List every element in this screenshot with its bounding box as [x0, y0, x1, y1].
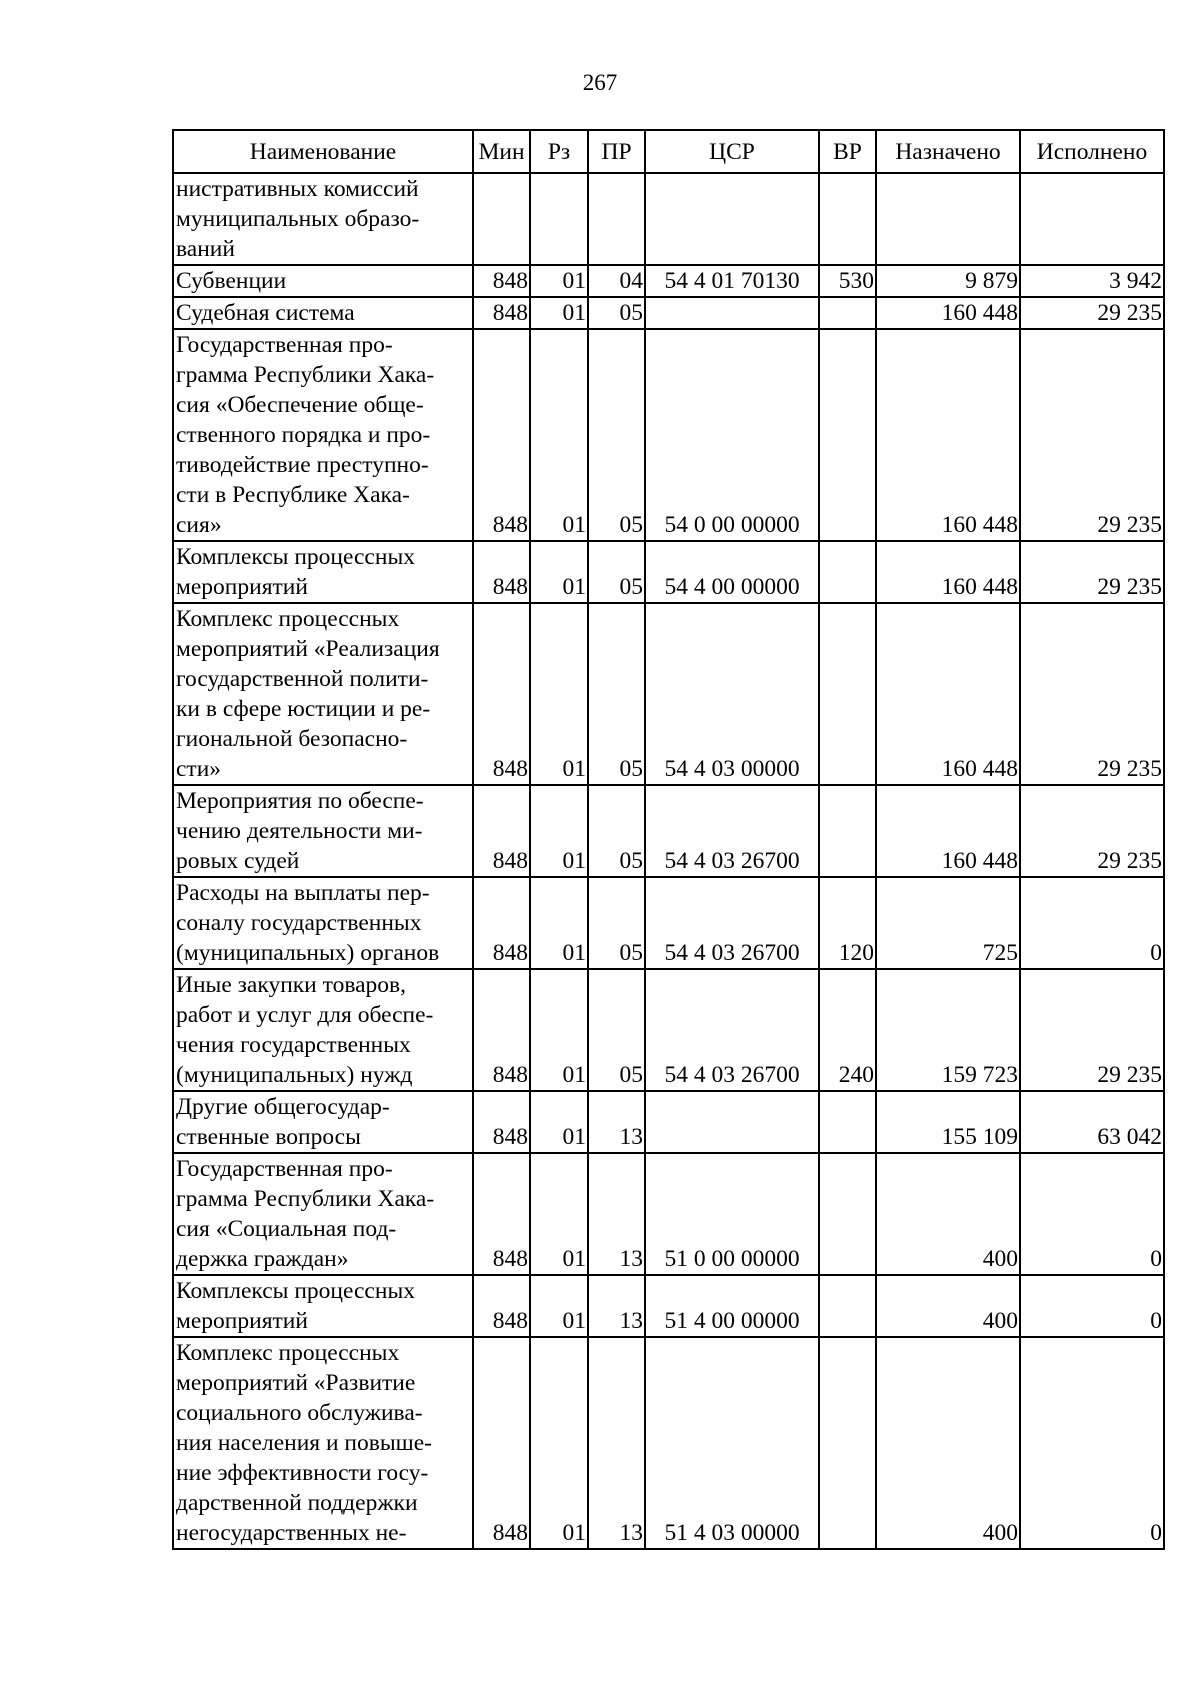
header-name: Наименование — [173, 130, 473, 173]
cell-name: Комплекс процессных мероприятий «Развитие социального обслужива- ния населения и повыше- ние эффективности госу- дарственной поддержки негосударственных не- — [173, 1337, 473, 1549]
cell-csr: 54 4 03 26700 — [645, 785, 819, 877]
header-rz: Рз — [530, 130, 588, 173]
cell-name: Другие общегосудар- ственные вопросы — [173, 1091, 473, 1153]
page-number: 267 — [582, 70, 618, 95]
table-row — [173, 1337, 1164, 1549]
cell-pr: 05 — [588, 877, 645, 969]
cell-min: 848 — [473, 1275, 530, 1337]
cell-rz: 01 — [530, 541, 588, 603]
cell-naznacheno — [876, 173, 1020, 265]
cell-naznacheno: 9 879 — [876, 265, 1020, 297]
table-row — [173, 877, 1164, 969]
cell-csr: 54 0 00 00000 — [645, 329, 819, 541]
cell-csr — [645, 173, 819, 265]
cell-vr: 240 — [819, 969, 876, 1091]
cell-csr: 51 4 03 00000 — [645, 1337, 819, 1549]
cell-name: Мероприятия по обеспе- чению деятельности ми- ровых судей — [173, 785, 473, 877]
cell-pr: 05 — [588, 969, 645, 1091]
cell-naznacheno: 160 448 — [876, 541, 1020, 603]
table-row — [173, 785, 1164, 877]
cell-csr: 54 4 01 70130 — [645, 265, 819, 297]
cell-naznacheno: 160 448 — [876, 603, 1020, 785]
cell-ispolneno: 0 — [1020, 877, 1164, 969]
table-row — [173, 329, 1164, 541]
table-row — [173, 173, 1164, 265]
cell-naznacheno: 725 — [876, 877, 1020, 969]
cell-rz: 01 — [530, 1337, 588, 1549]
cell-naznacheno: 160 448 — [876, 297, 1020, 329]
cell-name: Комплекс процессных мероприятий «Реализация государственной полити- ки в сфере юстиции и ре- гиональной безопасно- сти» — [173, 603, 473, 785]
table-row — [173, 1153, 1164, 1275]
cell-min: 848 — [473, 785, 530, 877]
cell-naznacheno: 160 448 — [876, 785, 1020, 877]
cell-pr: 05 — [588, 541, 645, 603]
cell-ispolneno: 29 235 — [1020, 297, 1164, 329]
cell-min — [473, 173, 530, 265]
cell-min: 848 — [473, 1091, 530, 1153]
cell-rz: 01 — [530, 877, 588, 969]
cell-vr — [819, 1091, 876, 1153]
cell-csr: 54 4 03 26700 — [645, 877, 819, 969]
cell-min: 848 — [473, 329, 530, 541]
cell-rz: 01 — [530, 1275, 588, 1337]
budget-table — [172, 129, 1165, 1550]
cell-pr: 13 — [588, 1091, 645, 1153]
cell-pr: 13 — [588, 1337, 645, 1549]
cell-csr — [645, 297, 819, 329]
cell-min: 848 — [473, 877, 530, 969]
cell-csr: 51 0 00 00000 — [645, 1153, 819, 1275]
cell-name: Расходы на выплаты пер- соналу государственных (муниципальных) органов — [173, 877, 473, 969]
cell-pr: 05 — [588, 785, 645, 877]
cell-ispolneno: 63 042 — [1020, 1091, 1164, 1153]
cell-csr: 54 4 03 26700 — [645, 969, 819, 1091]
cell-ispolneno: 0 — [1020, 1275, 1164, 1337]
cell-pr: 13 — [588, 1153, 645, 1275]
cell-name: Государственная про- грамма Республики Хака- сия «Обеспечение обще- ственного порядка и про- тиводействие преступно- сти в Республике Хака- сия» — [173, 329, 473, 541]
cell-vr — [819, 785, 876, 877]
cell-name: нистративных комиссий муниципальных образо- ваний — [173, 173, 473, 265]
header-pr: ПР — [588, 130, 645, 173]
cell-naznacheno: 400 — [876, 1275, 1020, 1337]
cell-csr: 51 4 00 00000 — [645, 1275, 819, 1337]
cell-min: 848 — [473, 603, 530, 785]
cell-ispolneno: 0 — [1020, 1153, 1164, 1275]
cell-vr — [819, 1337, 876, 1549]
cell-vr — [819, 1275, 876, 1337]
cell-ispolneno: 29 235 — [1020, 329, 1164, 541]
header-ispolneno: Исполнено — [1020, 130, 1164, 173]
cell-naznacheno: 160 448 — [876, 329, 1020, 541]
cell-csr — [645, 1091, 819, 1153]
cell-pr: 13 — [588, 1275, 645, 1337]
cell-rz: 01 — [530, 1153, 588, 1275]
cell-min: 848 — [473, 1153, 530, 1275]
table-row — [173, 297, 1164, 329]
cell-name: Судебная система — [173, 297, 473, 329]
cell-rz: 01 — [530, 969, 588, 1091]
header-naznacheno: Назначено — [876, 130, 1020, 173]
cell-naznacheno: 400 — [876, 1153, 1020, 1275]
cell-pr: 05 — [588, 297, 645, 329]
cell-pr: 04 — [588, 265, 645, 297]
cell-vr — [819, 329, 876, 541]
header-csr: ЦСР — [645, 130, 819, 173]
cell-vr — [819, 603, 876, 785]
cell-vr: 530 — [819, 265, 876, 297]
table-row — [173, 603, 1164, 785]
cell-vr: 120 — [819, 877, 876, 969]
cell-min: 848 — [473, 541, 530, 603]
cell-min: 848 — [473, 297, 530, 329]
cell-min: 848 — [473, 969, 530, 1091]
table-row — [173, 1091, 1164, 1153]
cell-min: 848 — [473, 265, 530, 297]
cell-name: Иные закупки товаров, работ и услуг для обеспе- чения государственных (муниципальных) нужд — [173, 969, 473, 1091]
cell-pr: 05 — [588, 329, 645, 541]
cell-pr — [588, 173, 645, 265]
cell-csr: 54 4 03 00000 — [645, 603, 819, 785]
cell-rz: 01 — [530, 1091, 588, 1153]
cell-rz: 01 — [530, 603, 588, 785]
cell-name: Комплексы процессных мероприятий — [173, 1275, 473, 1337]
cell-ispolneno: 0 — [1020, 1337, 1164, 1549]
header-vr: ВР — [819, 130, 876, 173]
table-row — [173, 541, 1164, 603]
table-row — [173, 265, 1164, 297]
cell-vr — [819, 297, 876, 329]
cell-rz: 01 — [530, 329, 588, 541]
table-header-row — [173, 130, 1164, 173]
cell-pr: 05 — [588, 603, 645, 785]
cell-naznacheno: 159 723 — [876, 969, 1020, 1091]
table-row — [173, 1275, 1164, 1337]
cell-rz — [530, 173, 588, 265]
cell-ispolneno: 29 235 — [1020, 541, 1164, 603]
cell-csr: 54 4 00 00000 — [645, 541, 819, 603]
table-body — [173, 173, 1164, 1549]
cell-ispolneno: 29 235 — [1020, 969, 1164, 1091]
cell-ispolneno: 3 942 — [1020, 265, 1164, 297]
cell-naznacheno: 400 — [876, 1337, 1020, 1549]
table-row — [173, 969, 1164, 1091]
cell-min: 848 — [473, 1337, 530, 1549]
cell-vr — [819, 541, 876, 603]
cell-rz: 01 — [530, 297, 588, 329]
header-min: Мин — [473, 130, 530, 173]
cell-ispolneno — [1020, 173, 1164, 265]
cell-vr — [819, 1153, 876, 1275]
cell-name: Комплексы процессных мероприятий — [173, 541, 473, 603]
cell-rz: 01 — [530, 265, 588, 297]
cell-vr — [819, 173, 876, 265]
cell-naznacheno: 155 109 — [876, 1091, 1020, 1153]
cell-ispolneno: 29 235 — [1020, 785, 1164, 877]
cell-ispolneno: 29 235 — [1020, 603, 1164, 785]
cell-name: Субвенции — [173, 265, 473, 297]
cell-name: Государственная про- грамма Республики Хака- сия «Социальная под- держка граждан» — [173, 1153, 473, 1275]
cell-rz: 01 — [530, 785, 588, 877]
